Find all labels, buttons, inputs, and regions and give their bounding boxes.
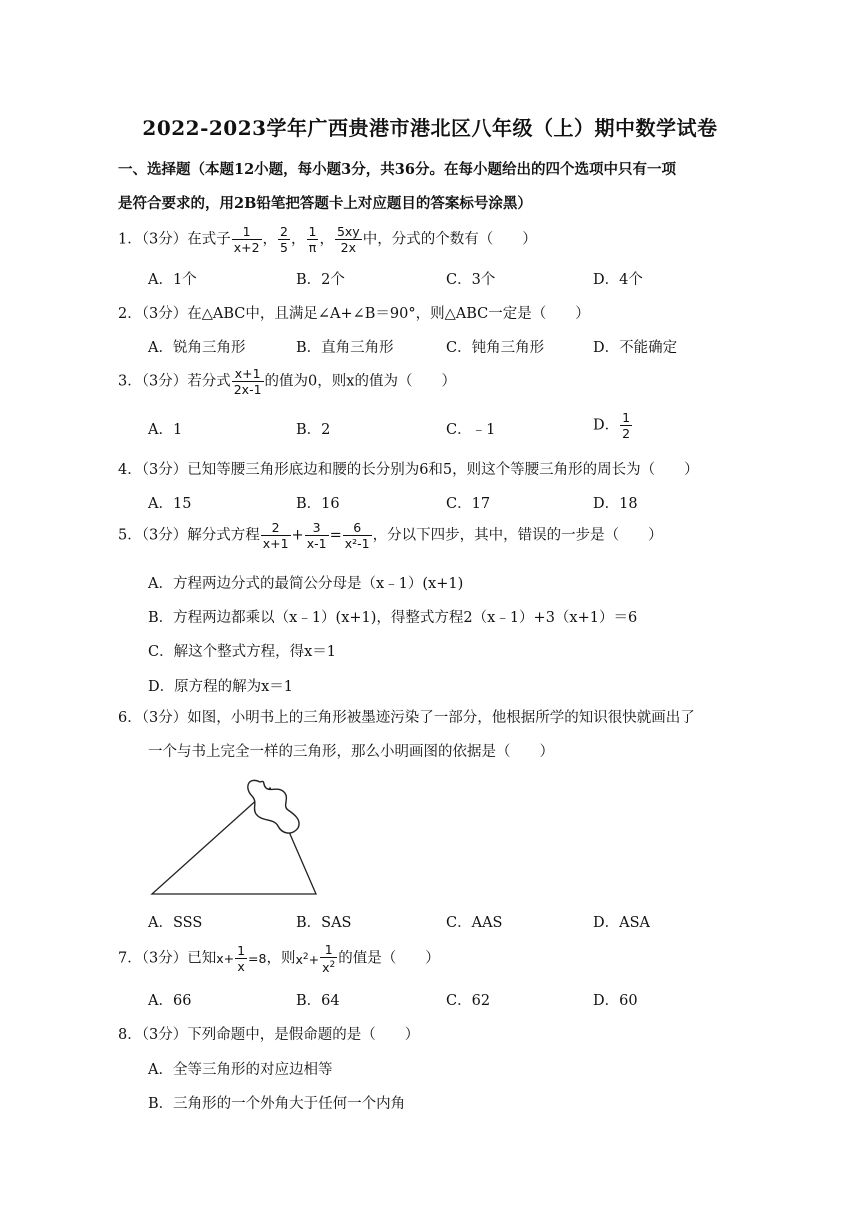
ink-blot (248, 780, 299, 833)
q4-option-c: C．17 (446, 496, 491, 512)
q4-option-d: D．18 (593, 496, 638, 512)
question-1: 1．（3分）在式子 $\frac{1}{x+2}$ ， $\frac{2}{5}$ ， $\frac{1}{\pi}$ ， $\frac{5xy}{2x}$ 中，分式的个数有（ ） (118, 224, 537, 255)
q1-option-b: B．2个 (296, 272, 345, 288)
fraction: $\frac{2}{5}$ (280, 224, 288, 255)
q4-option-a: A．15 (148, 496, 192, 512)
q6-option-a: A．SSS (148, 915, 203, 931)
section-heading-line1: 一、选择题（本题12小题，每小题3分，共36分。在每小题给出的四个选项中只有一项 (118, 161, 676, 178)
q3-option-b: B．2 (296, 422, 331, 438)
q2-option-a: A．锐角三角形 (148, 340, 246, 356)
question-4: 4．（3分）已知等腰三角形底边和腰的长分别为6和5，则这个等腰三角形的周长为（ ） (118, 462, 699, 478)
question-6-line2: 一个与书上完全一样的三角形，那么小明画图的依据是（ ） (148, 744, 554, 760)
q6-option-c: C．AAS (446, 915, 503, 931)
fraction: $\frac{5xy}{2x}$ (336, 224, 360, 255)
q5-option-d: D．原方程的解为x＝1 (148, 679, 294, 695)
fraction: $\frac{3}{x-1}$ (306, 520, 327, 551)
fraction: $\frac{6}{\text{x²-1}}$ (344, 520, 370, 551)
q3-option-c: C．﹣1 (446, 422, 496, 438)
q3-option-d: D． $\frac{1}{2}$ (593, 410, 631, 441)
q7-option-b: B．64 (296, 993, 340, 1009)
fraction: $\frac{2}{x+1}$ (262, 520, 289, 551)
fraction: $\frac{1}{x+2}$ (233, 224, 260, 255)
question-8: 8．（3分）下列命题中，是假命题的是（ ） (118, 1027, 420, 1043)
q1-option-a: A．1个 (148, 272, 197, 288)
fraction: $\frac{1}{x^2}$ (322, 942, 336, 976)
fraction: $\frac{1}{x}$ (237, 943, 246, 975)
q7-option-d: D．60 (593, 993, 638, 1009)
q5-option-b: B．方程两边都乘以（x﹣1）(x+1)，得整式方程2（x﹣1）+3（x+1）＝6 (148, 610, 638, 626)
q8-option-b: B．三角形的一个外角大于任何一个内角 (148, 1096, 406, 1112)
q7-option-c: C．62 (446, 993, 491, 1009)
triangle (152, 788, 316, 894)
question-6-line1: 6．（3分）如图，小明书上的三角形被墨迹污染了一部分，他根据所学的知识很快就画出了 (118, 710, 695, 726)
q8-option-a: A．全等三角形的对应边相等 (148, 1062, 333, 1078)
fraction: $\frac{1}{\pi}$ (308, 224, 317, 255)
q2-option-b: B．直角三角形 (296, 340, 394, 356)
q3-option-a: A．1 (148, 422, 183, 438)
q4-option-b: B．16 (296, 496, 340, 512)
question-3: 3．（3分）若分式 $\frac{x+1}{2x-1}$ 的值为0，则x的值为（ ） (118, 366, 456, 397)
q1-option-d: D．4个 (593, 272, 643, 288)
question-5: 5．（3分）解分式方程 $\frac{2}{x+1}$ + $\frac{3}{x-1}$ = $\frac{6}{\text{x²-1}}$ ，分以下四步，其中，错误的一步是（ ） (118, 520, 663, 551)
q5-option-a: A．方程两边分式的最简公分母是（x﹣1）(x+1) (148, 576, 464, 592)
section-heading-line2: 是符合要求的，用2B铅笔把答题卡上对应题目的答案标号涂黑） (118, 195, 532, 212)
question-2: 2．（3分）在△ABC中，且满足∠A+∠B＝90°，则△ABC一定是（ ） (118, 306, 590, 322)
exam-title: 2022-2023学年广西贵港市港北区八年级（上）期中数学试卷 (142, 116, 718, 140)
q5-option-c: C．解这个整式方程，得x＝1 (148, 644, 336, 660)
q6-option-b: B．SAS (296, 915, 352, 931)
ink-stained-triangle-figure (140, 770, 330, 900)
q6-option-d: D．ASA (593, 915, 651, 931)
q1-option-c: C．3个 (446, 272, 496, 288)
question-7: 7．（3分）已知x+ $\frac{1}{x}$ =8，则$x^2+$ $\frac{1}{x^2}$ 的值是（ ） (118, 942, 440, 976)
fraction: $\frac{1}{2}$ (622, 410, 631, 441)
q2-option-c: C．钝角三角形 (446, 340, 545, 356)
q7-option-a: A．66 (148, 993, 192, 1009)
q2-option-d: D．不能确定 (593, 340, 678, 356)
fraction: $\frac{x+1}{2x-1}$ (233, 366, 262, 397)
